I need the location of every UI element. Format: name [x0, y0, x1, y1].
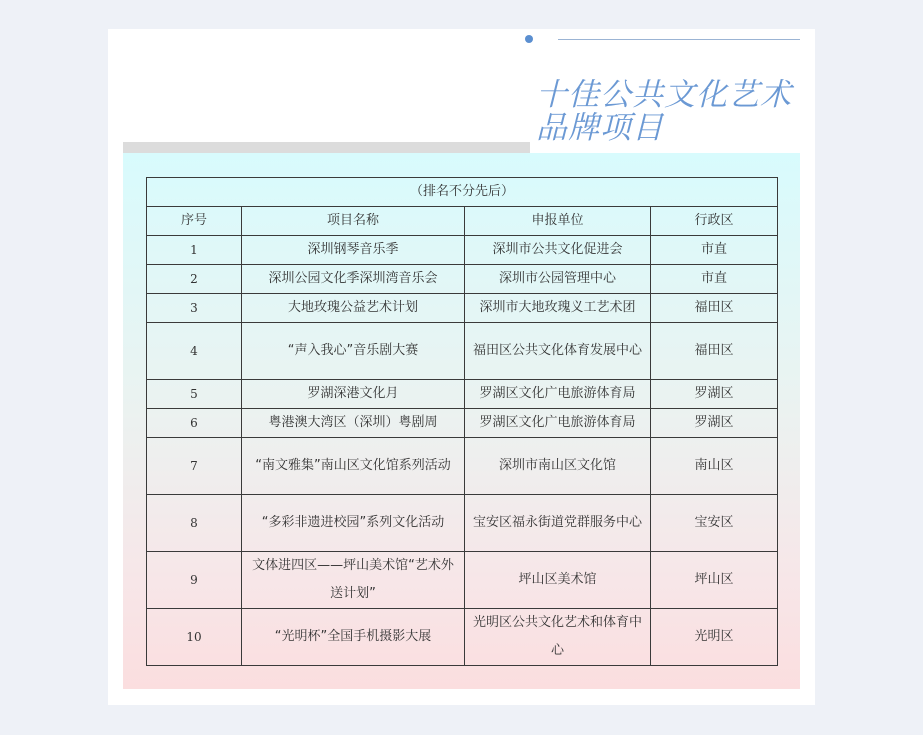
table-row: [147, 495, 778, 552]
header-unit: 申报单位: [465, 207, 651, 236]
table-row: [147, 380, 778, 409]
cell-unit: 深圳市南山区文化馆: [465, 438, 651, 495]
cell-no: 9: [147, 552, 242, 609]
cell-no: 3: [147, 294, 242, 323]
table-header-row: [147, 207, 778, 236]
cell-district: 光明区: [651, 609, 778, 666]
table-row: [147, 438, 778, 495]
cell-name: 深圳公园文化季深圳湾音乐会: [242, 265, 465, 294]
cell-unit: 深圳市公共文化促进会: [465, 236, 651, 265]
cell-district: 市直: [651, 236, 778, 265]
cell-name: 罗湖深港文化月: [242, 380, 465, 409]
cell-name: 深圳钢琴音乐季: [242, 236, 465, 265]
cell-name: “声入我心”音乐剧大赛: [242, 323, 465, 380]
header-name: 项目名称: [242, 207, 465, 236]
cell-unit: 罗湖区文化广电旅游体育局: [465, 380, 651, 409]
cell-unit: 深圳市公园管理中心: [465, 265, 651, 294]
cell-unit: 深圳市大地玫瑰义工艺术团: [465, 294, 651, 323]
header-district: 行政区: [651, 207, 778, 236]
cell-district: 宝安区: [651, 495, 778, 552]
header-no: 序号: [147, 207, 242, 236]
decorative-line: [558, 39, 800, 40]
cell-no: 5: [147, 380, 242, 409]
content-card: [108, 29, 815, 705]
cell-district: 罗湖区: [651, 380, 778, 409]
table-row: [147, 409, 778, 438]
cell-unit: 坪山区美术馆: [465, 552, 651, 609]
cell-district: 福田区: [651, 323, 778, 380]
cell-unit: 宝安区福永街道党群服务中心: [465, 495, 651, 552]
cell-unit: 光明区公共文化艺术和体育中心: [465, 609, 651, 666]
table-row: [147, 236, 778, 265]
cell-no: 8: [147, 495, 242, 552]
cell-district: 福田区: [651, 294, 778, 323]
decorative-gray-bar: [123, 142, 530, 153]
title-line-2: 品牌项目: [536, 110, 664, 146]
table-caption: （排名不分先后）: [147, 178, 778, 207]
cell-district: 市直: [651, 265, 778, 294]
cell-unit: 福田区公共文化体育发展中心: [465, 323, 651, 380]
cell-no: 1: [147, 236, 242, 265]
cell-no: 10: [147, 609, 242, 666]
table-row: [147, 323, 778, 380]
table-panel: [123, 153, 800, 689]
table-row: [147, 265, 778, 294]
cell-name: “多彩非遗进校园”系列文化活动: [242, 495, 465, 552]
title-line-1: 十佳公共文化艺术: [536, 77, 792, 113]
table-row: [147, 609, 778, 666]
table-row: [147, 552, 778, 609]
project-table: [146, 177, 778, 666]
cell-district: 罗湖区: [651, 409, 778, 438]
cell-name: “南文雅集”南山区文化馆系列活动: [242, 438, 465, 495]
cell-no: 7: [147, 438, 242, 495]
cell-unit: 罗湖区文化广电旅游体育局: [465, 409, 651, 438]
table-row: [147, 294, 778, 323]
decorative-dot: [525, 35, 533, 43]
cell-no: 6: [147, 409, 242, 438]
cell-name: 文体进四区——坪山美术馆“艺术外送计划”: [242, 552, 465, 609]
cell-district: 坪山区: [651, 552, 778, 609]
cell-district: 南山区: [651, 438, 778, 495]
cell-no: 4: [147, 323, 242, 380]
cell-name: 粤港澳大湾区（深圳）粤剧周: [242, 409, 465, 438]
cell-name: “光明杯”全国手机摄影大展: [242, 609, 465, 666]
cell-name: 大地玫瑰公益艺术计划: [242, 294, 465, 323]
section-title: [536, 79, 811, 145]
cell-no: 2: [147, 265, 242, 294]
